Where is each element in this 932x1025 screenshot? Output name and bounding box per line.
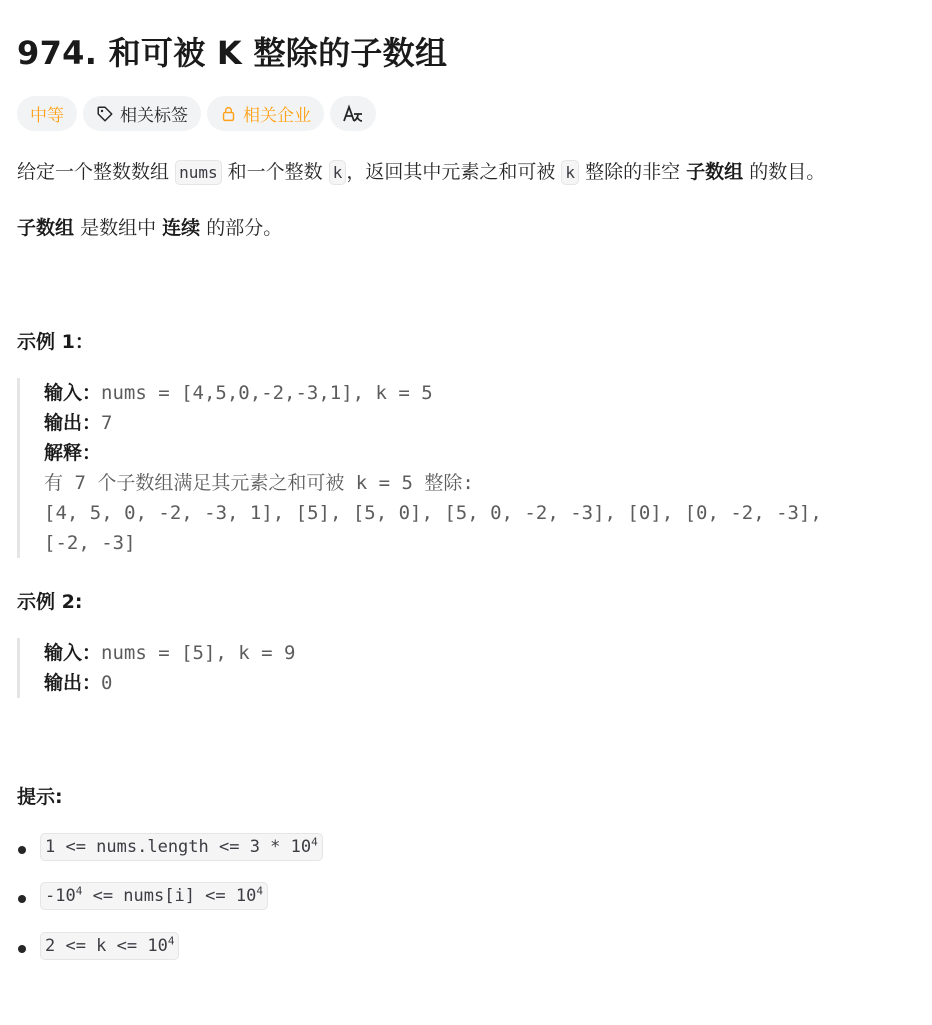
example-1-explain <box>44 438 822 468</box>
desc-text: ，返回其中元素之和可被 <box>346 161 556 183</box>
input-label: 输入： <box>44 382 102 404</box>
exponent: 4 <box>256 884 263 898</box>
desc-text: 的部分。 <box>206 217 283 239</box>
problem-title: 974. 和可被 K 整除的子数组 <box>17 34 448 72</box>
description-paragraph-1 <box>17 159 825 186</box>
example-2-heading: 示例 2: <box>17 591 83 613</box>
related-companies-button[interactable] <box>207 96 324 131</box>
lock-icon <box>220 105 237 123</box>
example-2-block <box>17 638 295 698</box>
output-label: 输出： <box>44 412 102 434</box>
constraint-2 <box>40 886 268 906</box>
desc-text: 是数组中 <box>80 217 157 239</box>
constraint-3 <box>40 936 179 956</box>
desc-bold-contiguous: 连续 <box>162 217 201 239</box>
related-companies-label: 相关企业 <box>243 106 311 126</box>
explain-label: 解释： <box>44 442 102 464</box>
input-value: nums = [5], k = 9 <box>101 642 296 664</box>
desc-text: 整除的非空 <box>585 161 681 183</box>
explain-line-3: [-2, -3] <box>44 532 136 554</box>
output-label: 输出： <box>44 672 102 694</box>
code-text: 2 <= k <= 10 <box>45 936 168 956</box>
output-value: 7 <box>101 412 113 434</box>
example-1-heading: 示例 1： <box>17 331 94 353</box>
desc-bold-subarray: 子数组 <box>17 217 75 239</box>
desc-text: 的数目。 <box>749 161 826 183</box>
inline-code-k: k <box>561 160 579 185</box>
constraint-code <box>40 833 323 861</box>
translate-button[interactable] <box>330 96 376 131</box>
constraint-code <box>40 882 268 910</box>
translate-icon <box>342 104 364 124</box>
exponent: 4 <box>75 884 83 898</box>
description-paragraph-2 <box>17 215 282 241</box>
related-tags-button[interactable] <box>83 96 201 131</box>
related-tags-label: 相关标签 <box>120 106 188 126</box>
constraint-code <box>40 932 179 960</box>
bullet-dot <box>18 945 26 953</box>
constraints-heading: 提示: <box>17 786 63 808</box>
example-2-input <box>44 638 295 668</box>
inline-code-nums: nums <box>175 160 222 185</box>
difficulty-label: 中等 <box>30 106 64 126</box>
code-text: <= nums[i] <= 10 <box>82 886 257 906</box>
exponent: 4 <box>167 934 175 948</box>
bullet-dot <box>18 846 26 854</box>
desc-text: 和一个整数 <box>227 161 323 183</box>
output-value: 0 <box>101 672 113 694</box>
inline-code-k: k <box>329 160 347 185</box>
code-text: 1 <= nums.length <= 3 * 10 <box>45 837 312 857</box>
desc-bold-subarray: 子数组 <box>686 161 744 183</box>
example-1-output <box>44 408 822 438</box>
code-text: -10 <box>45 886 76 906</box>
input-label: 输入： <box>44 642 102 664</box>
example-1-input <box>44 378 822 408</box>
input-value: nums = [4,5,0,-2,-3,1], k = 5 <box>101 382 433 404</box>
difficulty-badge <box>17 96 77 131</box>
exponent: 4 <box>311 835 318 849</box>
example-2-output <box>44 668 295 698</box>
explain-line-2: [4, 5, 0, -2, -3, 1], [5], [5, 0], [5, 0, -2, -3], [0], [0, -2, -3], <box>44 502 822 524</box>
explain-line-1: 有 7 个子数组满足其元素之和可被 k = 5 整除: <box>44 472 474 494</box>
tag-bar <box>17 96 376 131</box>
example-1-block <box>17 378 822 558</box>
bullet-dot <box>18 895 26 903</box>
tag-icon <box>96 105 114 123</box>
constraint-1 <box>40 837 323 857</box>
desc-text: 给定一个整数数组 <box>17 161 170 183</box>
